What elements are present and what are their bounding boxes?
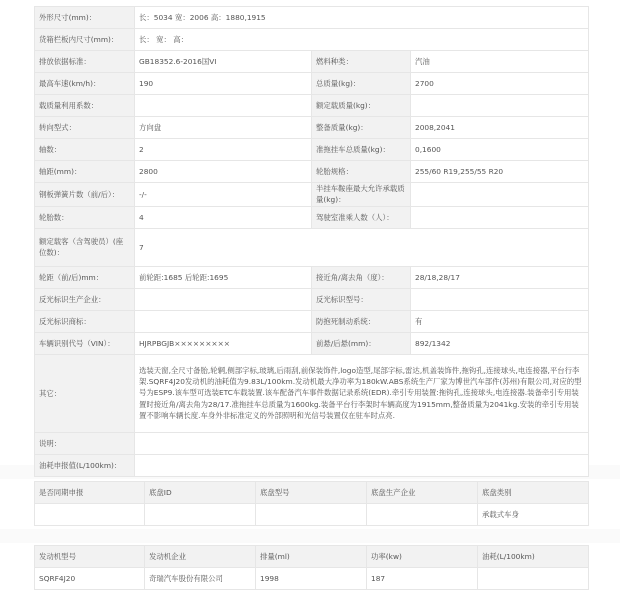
spec-row — [35, 266, 589, 288]
spec-value: 2 — [135, 139, 312, 161]
spec-label: 防抱死制动系统： — [312, 310, 411, 332]
spec-label: 总质量(kg)： — [312, 73, 411, 95]
spec-label: 外形尺寸(mm)： — [35, 7, 135, 29]
chassis-cell — [35, 504, 145, 526]
chassis-table — [34, 481, 589, 526]
engine-header-cell: 发动机型号 — [35, 546, 145, 568]
spec-label: 驾驶室准乘人数（人）： — [312, 206, 411, 228]
spec-value: 892/1342 — [411, 332, 589, 354]
spec-value — [135, 432, 589, 454]
chassis-cell: 承载式车身 — [478, 504, 589, 526]
chassis-cell — [145, 504, 256, 526]
engine-header-row — [35, 546, 589, 568]
spec-label: 钢板弹簧片数（前/后）： — [35, 183, 135, 207]
spec-label: 接近角/离去角（度）： — [312, 266, 411, 288]
spec-row — [35, 95, 589, 117]
spec-label: 轮胎规格： — [312, 161, 411, 183]
spec-row — [35, 183, 589, 207]
spec-label: 轮距（前/后)mm： — [35, 266, 135, 288]
spec-label: 准拖挂车总质量(kg)： — [312, 139, 411, 161]
spec-value: 2700 — [411, 73, 589, 95]
spec-value — [411, 288, 589, 310]
chassis-cell — [256, 504, 367, 526]
spec-row — [35, 7, 589, 29]
engine-header-cell: 功率(kw) — [367, 546, 478, 568]
spec-label: 燃料种类： — [312, 51, 411, 73]
spec-value: 选装天窗,全尺寸备胎,轮辋,侧部字标,玻璃,后雨刮,前保装饰件,logo造型,尾部字标,雷达,机盖装饰件,拖钩孔,连接球头,电连接器,平台行李架.SQRF4J20发动机的油耗值为9.83L/100km.发动机最大净功率为180kW.ABS系统生产厂家为博世汽车部件(苏州)有限公司,对应的型号为ESP9.该车型可选装ETC车载装置.该车配备汽车事件数据记录系统(EDR).牵引专用装置:拖钩孔,连接球头,电连接器.装备牵引专用装置时接近角/离去角为28/17.准拖挂车总质量为1600kg.装备平台行李架时车辆高度为1915mm,整备质量为2041kg.安装的牵引专用装置不影响车辆长度.车身外非标准定义的外部照明和光信号装置仅在驻车时点亮. — [135, 354, 589, 432]
spec-value: 长： 宽： 高： — [135, 29, 589, 51]
spec-row — [35, 228, 589, 266]
spec-label: 轴数： — [35, 139, 135, 161]
spec-row — [35, 161, 589, 183]
engine-cell: 1998 — [256, 568, 367, 590]
chassis-header-cell: 底盘类别 — [478, 482, 589, 504]
spec-row — [35, 454, 589, 476]
spec-value: 方向盘 — [135, 117, 312, 139]
table-row — [35, 568, 589, 590]
spec-value: 190 — [135, 73, 312, 95]
engine-header-cell: 发动机企业 — [145, 546, 256, 568]
spec-label: 轴距(mm)： — [35, 161, 135, 183]
spec-label: 最高车速(km/h)： — [35, 73, 135, 95]
spec-value: 7 — [135, 228, 589, 266]
spec-value: 长：5034 宽：2006 高：1880,1915 — [135, 7, 589, 29]
chassis-header-cell: 是否同期申报 — [35, 482, 145, 504]
spec-row — [35, 51, 589, 73]
spec-value: 有 — [411, 310, 589, 332]
spec-label: 其它： — [35, 354, 135, 432]
spec-value — [135, 454, 589, 476]
spec-value: -/- — [135, 183, 312, 207]
chassis-cell — [367, 504, 478, 526]
engine-table — [34, 545, 589, 590]
engine-cell: SQRF4J20 — [35, 568, 145, 590]
engine-cell — [478, 568, 589, 590]
vehicle-params-table — [34, 6, 589, 477]
spec-label: 半挂车鞍座最大允许承载质量(kg)： — [312, 183, 411, 207]
spec-value: 4 — [135, 206, 312, 228]
spec-value — [411, 183, 589, 207]
spec-row — [35, 73, 589, 95]
spec-value: 前轮距:1685 后轮距:1695 — [135, 266, 312, 288]
spec-label: 轮胎数： — [35, 206, 135, 228]
spec-value: 28/18,28/17 — [411, 266, 589, 288]
spec-value: 2800 — [135, 161, 312, 183]
spec-row — [35, 117, 589, 139]
spec-value: GB18352.6-2016国VI — [135, 51, 312, 73]
spec-row — [35, 332, 589, 354]
spec-value: 0,1600 — [411, 139, 589, 161]
chassis-header-cell: 底盘生产企业 — [367, 482, 478, 504]
spec-label: 额定载质量(kg)： — [312, 95, 411, 117]
spec-row — [35, 310, 589, 332]
spec-label: 前悬/后悬(mm)： — [312, 332, 411, 354]
spec-label: 排放依据标准： — [35, 51, 135, 73]
table-row — [35, 504, 589, 526]
chassis-header-cell: 底盘型号 — [256, 482, 367, 504]
chassis-header-row — [35, 482, 589, 504]
spec-label: 反光标识生产企业： — [35, 288, 135, 310]
spec-value — [411, 95, 589, 117]
spec-label: 载质量利用系数： — [35, 95, 135, 117]
spec-value: 汽油 — [411, 51, 589, 73]
engine-header-cell: 油耗(L/100km) — [478, 546, 589, 568]
engine-cell: 187 — [367, 568, 478, 590]
spec-label: 反光标识型号： — [312, 288, 411, 310]
spec-label: 说明： — [35, 432, 135, 454]
spec-label: 转向型式： — [35, 117, 135, 139]
spec-value: 2008,2041 — [411, 117, 589, 139]
spec-value: HJRPBGJB××××××××× — [135, 332, 312, 354]
spec-row — [35, 139, 589, 161]
spec-label: 油耗申报值(L/100km)： — [35, 454, 135, 476]
spec-label: 整备质量(kg)： — [312, 117, 411, 139]
engine-header-cell: 排量(ml) — [256, 546, 367, 568]
spec-value: 255/60 R19,255/55 R20 — [411, 161, 589, 183]
spec-row — [35, 29, 589, 51]
spec-value — [135, 288, 312, 310]
spec-label: 反光标识商标： — [35, 310, 135, 332]
spec-row — [35, 288, 589, 310]
spec-label: 货箱栏板内尺寸(mm)： — [35, 29, 135, 51]
engine-cell: 奇瑞汽车股份有限公司 — [145, 568, 256, 590]
spec-row — [35, 206, 589, 228]
spec-label: 车辆识别代号（VIN）： — [35, 332, 135, 354]
spec-label: 额定载客（含驾驶员）(座位数)： — [35, 228, 135, 266]
spec-row — [35, 432, 589, 454]
spec-value — [135, 95, 312, 117]
spec-value — [411, 206, 589, 228]
spec-row — [35, 354, 589, 432]
spec-value — [135, 310, 312, 332]
section-gap — [0, 529, 620, 543]
chassis-header-cell: 底盘ID — [145, 482, 256, 504]
